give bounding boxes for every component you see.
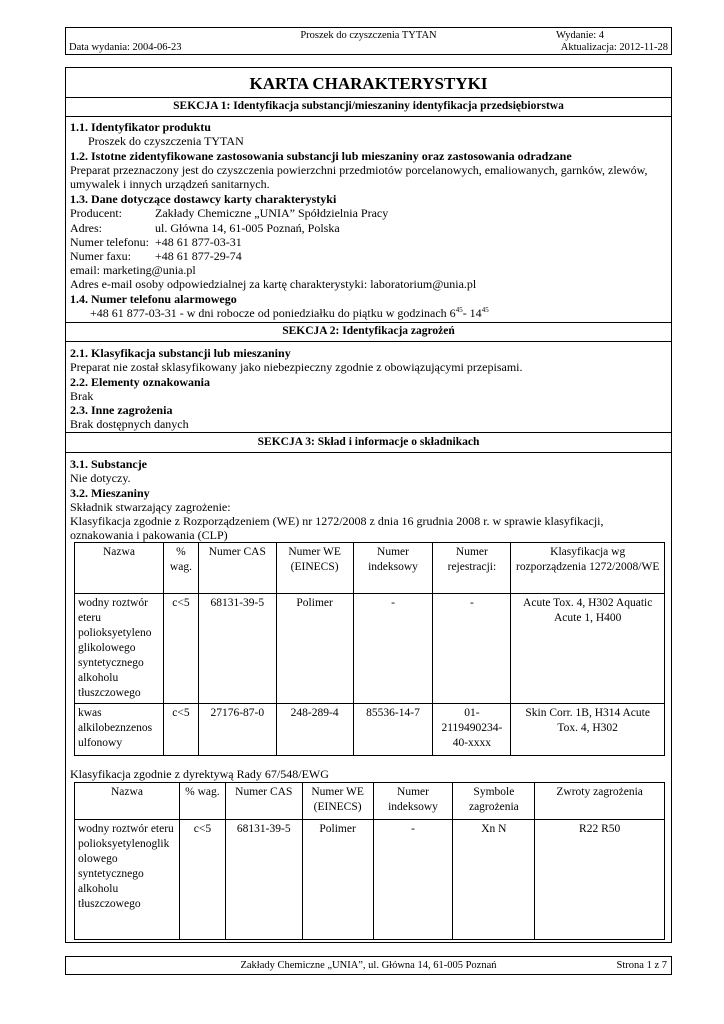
cell-index: -	[373, 820, 453, 940]
cell-classification: Skin Corr. 1B, H314 Acute Tox. 4, H302	[511, 704, 665, 756]
table-header-row	[75, 783, 665, 820]
document-body	[65, 67, 672, 943]
col-percent: % wag.	[179, 783, 225, 820]
header-edition: Wydanie: 4	[556, 30, 605, 41]
cell-registration: -	[433, 594, 511, 704]
cell-phrases: R22 R50	[535, 820, 665, 940]
col-index: Numer indeksowy	[373, 783, 453, 820]
h-1-4: 1.4. Numer telefonu alarmowego	[70, 292, 237, 306]
divider	[66, 341, 671, 342]
emergency-line	[90, 306, 489, 321]
responsible-email-line: Adres e-mail osoby odpowiedzialnej za kartę charakterystyki: laboratorium@unia.pl	[70, 277, 477, 291]
producer-value: Zakłady Chemiczne „UNIA” Spółdzielnia Pracy	[155, 206, 389, 220]
emergency-sup-2: 45	[481, 306, 489, 314]
h-3-2: 3.2. Mieszaniny	[70, 486, 150, 500]
email-line: email: marketing@unia.pl	[70, 263, 196, 277]
h-1-3: 1.3. Dane dotyczące dostawcy karty charakterystyki	[70, 192, 337, 206]
text-3-2d: Klasyfikacja zgodnie z dyrektywą Rady 67/548/EWG	[70, 767, 329, 781]
divider	[66, 97, 671, 98]
divider	[66, 322, 671, 323]
emergency-mid: - 14	[462, 306, 482, 320]
col-percent: % wag.	[163, 543, 198, 594]
product-identifier: Proszek do czyszczenia TYTAN	[88, 134, 244, 148]
header-update: Aktualizacja: 2012-11-28	[560, 42, 668, 53]
text-3-2c: oznakowania i pakowania (CLP)	[70, 528, 228, 542]
cell-symbols: Xn N	[453, 820, 535, 940]
phone-label: Numer telefonu:	[70, 235, 149, 249]
emergency-text: +48 61 877-03-31 - w dni robocze od poniedziałku do piątku w godzinach 6	[90, 306, 456, 320]
use-text-2: umywalek i innych urządzeń sanitarnych.	[70, 177, 270, 191]
cell-we: Polimer	[302, 820, 373, 940]
col-name: Nazwa	[75, 783, 180, 820]
divider	[66, 116, 671, 117]
text-3-1: Nie dotyczy.	[70, 471, 131, 485]
table-row	[75, 594, 665, 704]
cell-cas: 68131-39-5	[198, 594, 276, 704]
use-text-1: Preparat przeznaczony jest do czyszczenia powierzchni przedmiotów porcelanowych, emaliowanych, garnków, zlewów,	[70, 163, 648, 177]
address-value: ul. Główna 14, 61-005 Poznań, Polska	[155, 221, 340, 235]
text-2-2: Brak	[70, 389, 94, 403]
col-name: Nazwa	[75, 543, 164, 594]
emergency-sup-1: 45	[455, 306, 463, 314]
h-1-1: 1.1. Identyfikator produktu	[70, 120, 211, 134]
cell-name: wodny roztwór eteru polioksyetyleno glikolowego syntetycznego alkoholu tłuszczowego	[75, 594, 164, 704]
h-3-1: 3.1. Substancje	[70, 457, 148, 471]
section-1-heading: SEKCJA 1: Identyfikacja substancji/mieszaniny identyfikacja przedsiębiorstwa	[173, 100, 564, 112]
phone-value: +48 61 877-03-31	[155, 235, 242, 249]
col-we: Numer WE (EINECS)	[302, 783, 373, 820]
text-3-2b: Klasyfikacja zgodnie z Rozporządzeniem (WE) nr 1272/2008 z dnia 16 grudnia 2008 r. w sprawie klasyfikacji,	[70, 514, 604, 528]
col-we: Numer WE (EINECS)	[276, 543, 353, 594]
header-issue-date: Data wydania: 2004-06-23	[69, 42, 182, 53]
h-2-2: 2.2. Elementy oznakowania	[70, 375, 211, 389]
cell-percent: c<5	[163, 594, 198, 704]
cell-percent: c<5	[179, 820, 225, 940]
table-row	[75, 704, 665, 756]
col-index: Numer indeksowy	[353, 543, 433, 594]
footer-company: Zakłady Chemiczne „UNIA”, ul. Główna 14, 61-005 Poznań	[240, 960, 497, 971]
fax-value: +48 61 877-29-74	[155, 249, 242, 263]
col-cas: Numer CAS	[225, 783, 302, 820]
page-footer	[65, 956, 672, 975]
dsd-table	[74, 782, 665, 940]
clp-table	[74, 542, 665, 756]
cell-registration: 01-2119490234-40-xxxx	[433, 704, 511, 756]
col-phrases: Zwroty zagrożenia	[535, 783, 665, 820]
cell-name: kwas alkilobeznzenos ulfonowy	[75, 704, 164, 756]
cell-we: Polimer	[276, 594, 353, 704]
col-classification: Klasyfikacja wg rozporządzenia 1272/2008/WE	[511, 543, 665, 594]
h-2-1: 2.1. Klasyfikacja substancji lub mieszaniny	[70, 346, 291, 360]
col-symbols: Symbole zagrożenia	[453, 783, 535, 820]
text-3-2a: Składnik stwarzający zagrożenie:	[70, 500, 231, 514]
document-title: KARTA CHARAKTERYSTYKI	[249, 74, 488, 93]
producer-label: Producent:	[70, 206, 122, 220]
cell-index: 85536-14-7	[353, 704, 433, 756]
col-cas: Numer CAS	[198, 543, 276, 594]
cell-classification: Acute Tox. 4, H302 Aquatic Acute 1, H400	[511, 594, 665, 704]
fax-label: Numer faxu:	[70, 249, 131, 263]
cell-percent: c<5	[163, 704, 198, 756]
text-2-1: Preparat nie został sklasyfikowany jako niebezpieczny zgodnie z obowiązującymi przepisami.	[70, 360, 523, 374]
h-1-2: 1.2. Istotne zidentyfikowane zastosowania substancji lub mieszaniny oraz zastosowania odradzane	[70, 149, 572, 163]
section-2-heading: SEKCJA 2: Identyfikacja zagrożeń	[282, 325, 455, 337]
table-header-row	[75, 543, 665, 594]
col-registration: Numer rejestracji:	[433, 543, 511, 594]
cell-index: -	[353, 594, 433, 704]
address-label: Adres:	[70, 221, 102, 235]
h-2-3: 2.3. Inne zagrożenia	[70, 403, 173, 417]
header-product: Proszek do czyszczenia TYTAN	[300, 30, 437, 41]
text-2-3: Brak dostępnych danych	[70, 417, 189, 431]
section-3-heading: SEKCJA 3: Skład i informacje o składnikach	[257, 436, 480, 448]
divider	[66, 432, 671, 433]
cell-cas: 27176-87-0	[198, 704, 276, 756]
table-row	[75, 820, 665, 940]
footer-page-number: Strona 1 z 7	[616, 960, 667, 971]
page-header	[65, 27, 672, 55]
cell-we: 248-289-4	[276, 704, 353, 756]
divider	[66, 452, 671, 453]
cell-name: wodny roztwór eteru polioksyetylenoglik olowego syntetycznego alkoholu tłuszczowego	[75, 820, 180, 940]
cell-cas: 68131-39-5	[225, 820, 302, 940]
